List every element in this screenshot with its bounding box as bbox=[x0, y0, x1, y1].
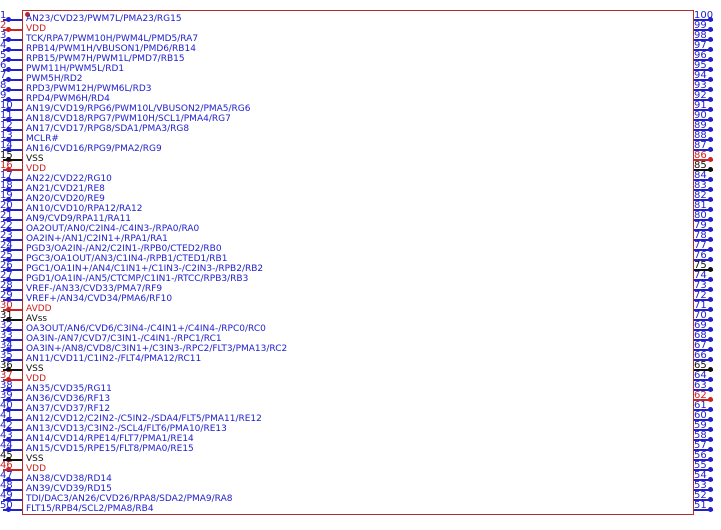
pin-number: 23 bbox=[0, 230, 13, 241]
pin-label: RPD4/PWM6H/RD4 bbox=[26, 94, 110, 104]
pin-number: 59 bbox=[694, 420, 707, 431]
pin-end-dot bbox=[708, 377, 713, 382]
pin-end-dot bbox=[6, 77, 11, 82]
pin-number: 30 bbox=[0, 300, 13, 311]
pin-number: 37 bbox=[0, 370, 13, 381]
pin-end-dot bbox=[6, 47, 11, 52]
pin-label: VREF+/AN34/CVD34/PMA6/RF10 bbox=[26, 294, 173, 304]
pin-label: PGD3/OA2IN-/AN2/C2IN1-/RPB0/CTED2/RB0 bbox=[26, 244, 222, 254]
pin-number: 1 bbox=[0, 10, 7, 21]
pin-end-dot bbox=[708, 477, 713, 482]
pin-end-dot bbox=[708, 287, 713, 292]
pin-number: 51 bbox=[694, 500, 707, 511]
pin-number: 91 bbox=[694, 100, 707, 111]
pin-number: 57 bbox=[694, 440, 707, 451]
pin-number: 45 bbox=[0, 450, 13, 461]
pin-end-dot bbox=[708, 197, 713, 202]
pin-end-dot bbox=[708, 37, 713, 42]
pin-end-dot bbox=[708, 137, 713, 142]
pin-label: VDD bbox=[26, 374, 47, 384]
pin-label: AN9/CVD9/RPA11/RA11 bbox=[26, 214, 132, 224]
pin-number: 31 bbox=[0, 310, 13, 321]
pin-number: 83 bbox=[694, 180, 707, 191]
pin-end-dot bbox=[708, 417, 713, 422]
pin-label: AN39/CVD39/RD15 bbox=[26, 484, 112, 494]
pin-end-dot bbox=[708, 507, 713, 512]
pin-end-dot bbox=[708, 267, 713, 272]
pin-label: RPB15/PWM7H/PWM1L/PMD7/RB15 bbox=[26, 54, 185, 64]
pin-end-dot bbox=[708, 277, 713, 282]
pin-label: AN12/CVD12/C2IN2-/C5IN2-/SDA4/FLT5/PMA11/RE12 bbox=[26, 414, 262, 424]
pin-number: 47 bbox=[0, 470, 13, 481]
pin-label: VSS bbox=[26, 454, 44, 464]
pin-number: 62 bbox=[694, 390, 707, 401]
pin-label: PGD1/OA1IN-/AN5/CTCMP/C1IN1-/RTCC/RPB3/RB3 bbox=[26, 274, 249, 284]
pin-number: 14 bbox=[0, 140, 13, 151]
pin-end-dot bbox=[708, 117, 713, 122]
pin-number: 54 bbox=[694, 470, 707, 481]
pin-end-dot bbox=[708, 87, 713, 92]
pin-end-dot bbox=[6, 37, 11, 42]
pin-number: 72 bbox=[694, 290, 707, 301]
pin-label: AN17/CVD17/RPG8/SDA1/PMA3/RG8 bbox=[26, 124, 190, 134]
pin-number: 94 bbox=[694, 70, 707, 81]
pin-end-dot bbox=[708, 217, 713, 222]
pin-label: VSS bbox=[26, 364, 44, 374]
pin-number: 88 bbox=[694, 130, 707, 141]
pin-end-dot bbox=[708, 437, 713, 442]
pin-number: 40 bbox=[0, 400, 13, 411]
pin-end-dot bbox=[708, 127, 713, 132]
pin-number: 65 bbox=[694, 360, 707, 371]
pin-number: 69 bbox=[694, 320, 707, 331]
pin-number: 87 bbox=[694, 140, 707, 151]
pin-number: 84 bbox=[694, 170, 707, 181]
pin-end-dot bbox=[708, 367, 713, 372]
pin-label: AN35/CVD35/RG11 bbox=[26, 384, 112, 394]
pin-number: 68 bbox=[694, 330, 707, 341]
pin-label: PGC1/OA1IN+/AN4/C1IN1+/C1IN3-/C2IN3-/RPB2/RB2 bbox=[26, 264, 264, 274]
pin-number: 9 bbox=[0, 90, 7, 101]
pin-label: RPB14/PWM1H/VBUSON1/PMD6/RB14 bbox=[26, 44, 196, 54]
pin-number: 48 bbox=[0, 480, 13, 491]
pin-end-dot bbox=[708, 427, 713, 432]
pin-end-dot bbox=[708, 297, 713, 302]
pin-end-dot bbox=[708, 47, 713, 52]
pin-label: AN18/CVD18/RPG7/PWM10H/SCL1/PMA4/RG7 bbox=[26, 114, 231, 124]
pin-number: 60 bbox=[694, 410, 707, 421]
pin-number: 3 bbox=[0, 30, 7, 41]
pin-number: 71 bbox=[694, 300, 707, 311]
pin-number: 39 bbox=[0, 390, 13, 401]
pin-label: PGC3/OA1OUT/AN3/C1IN4-/RPB1/CTED1/RB1 bbox=[26, 254, 228, 264]
pin-end-dot bbox=[708, 457, 713, 462]
pin-number: 41 bbox=[0, 410, 13, 421]
pin-label: PWM5H/RD2 bbox=[26, 74, 83, 84]
pin-number: 13 bbox=[0, 130, 13, 141]
pin-label: TCK/RPA7/PWM10H/PWM4L/PMD5/RA7 bbox=[26, 34, 199, 44]
pin-label: PWM11H/PWM5L/RD1 bbox=[26, 64, 125, 74]
pin-number: 61 bbox=[694, 400, 707, 411]
pin-number: 63 bbox=[694, 380, 707, 391]
pin-number: 89 bbox=[694, 120, 707, 131]
pin-end-dot bbox=[6, 87, 11, 92]
pin-number: 75 bbox=[694, 260, 707, 271]
pin-number: 7 bbox=[0, 70, 7, 81]
pin-number: 86 bbox=[694, 150, 707, 161]
pin-label: OA3IN+/AN8/CVD8/C3IN1+/C3IN3-/RPC2/FLT3/PMA13/RC2 bbox=[26, 344, 288, 354]
pin-label: OA2IN+/AN1/C2IN1+/RPA1/RA1 bbox=[26, 234, 168, 244]
pin-end-dot bbox=[708, 317, 713, 322]
pin-number: 36 bbox=[0, 360, 13, 371]
pin-number: 6 bbox=[0, 60, 7, 71]
pin-end-dot bbox=[708, 397, 713, 402]
pin-end-dot bbox=[708, 487, 713, 492]
pin-label: AN16/CVD16/RPG9/PMA2/RG9 bbox=[26, 144, 162, 154]
pin-end-dot bbox=[708, 407, 713, 412]
pin-number: 19 bbox=[0, 190, 13, 201]
pin-end-dot bbox=[6, 17, 11, 22]
pin-label: RPD3/PWM12H/PWM6L/RD3 bbox=[26, 84, 152, 94]
pin-label: AN11/CVD11/C1IN2-/FLT4/PMA12/RC11 bbox=[26, 354, 202, 364]
pin-end-dot bbox=[708, 27, 713, 32]
pin-number: 100 bbox=[694, 10, 714, 21]
pin-number: 81 bbox=[694, 200, 707, 211]
pin-number: 11 bbox=[0, 110, 13, 121]
pin-number: 20 bbox=[0, 200, 13, 211]
pin-number: 8 bbox=[0, 80, 7, 91]
pin-number: 29 bbox=[0, 290, 13, 301]
pin-number: 66 bbox=[694, 350, 707, 361]
pin-number: 70 bbox=[694, 310, 707, 321]
pin-end-dot bbox=[708, 77, 713, 82]
pin-end-dot bbox=[6, 57, 11, 62]
pin-number: 34 bbox=[0, 340, 13, 351]
pin-end-dot bbox=[708, 67, 713, 72]
pin-number: 98 bbox=[694, 30, 707, 41]
pin-end-dot bbox=[708, 387, 713, 392]
pin-label: AN13/CVD13/C3IN2-/SCL4/FLT6/PMA10/RE13 bbox=[26, 424, 227, 434]
pin-number: 76 bbox=[694, 250, 707, 261]
pin-label: AN15/CVD15/RPE15/FLT8/PMA0/RE15 bbox=[26, 444, 194, 454]
pin-end-dot bbox=[708, 357, 713, 362]
pin-end-dot bbox=[708, 57, 713, 62]
pin-number: 5 bbox=[0, 50, 7, 61]
pin-end-dot bbox=[708, 227, 713, 232]
pin-number: 24 bbox=[0, 240, 13, 251]
pin-number: 27 bbox=[0, 270, 13, 281]
pin-end-dot bbox=[708, 107, 713, 112]
pin-end-dot bbox=[708, 327, 713, 332]
pin-number: 90 bbox=[694, 110, 707, 121]
pin-number: 58 bbox=[694, 430, 707, 441]
pin-label: AN20/CVD20/RE9 bbox=[26, 194, 105, 204]
pin-number: 77 bbox=[694, 240, 707, 251]
pin-number: 53 bbox=[694, 480, 707, 491]
pin-number: 73 bbox=[694, 280, 707, 291]
pin-end-dot bbox=[708, 497, 713, 502]
pin-label: OA3IN-/AN7/CVD7/C3IN1-/C4IN1-/RPC1/RC1 bbox=[26, 334, 222, 344]
pin-label: AN21/CVD21/RE8 bbox=[26, 184, 105, 194]
pin-number: 82 bbox=[694, 190, 707, 201]
pin-end-dot bbox=[708, 257, 713, 262]
pin-number: 80 bbox=[694, 210, 707, 221]
pin-number: 28 bbox=[0, 280, 13, 291]
pin-number: 99 bbox=[694, 20, 707, 31]
pin-end-dot bbox=[708, 237, 713, 242]
pin-number: 4 bbox=[0, 40, 7, 51]
pin-end-dot bbox=[708, 307, 713, 312]
pin-number: 95 bbox=[694, 60, 707, 71]
pin-number: 38 bbox=[0, 380, 13, 391]
pin-end-dot bbox=[708, 177, 713, 182]
pin-label: VSS bbox=[26, 154, 44, 164]
pin-number: 2 bbox=[0, 20, 7, 31]
pin-label: AVDD bbox=[26, 304, 52, 314]
pin-number: 18 bbox=[0, 180, 13, 191]
pin-label: TDI/DAC3/AN26/CVD26/RPA8/SDA2/PMA9/RA8 bbox=[26, 494, 233, 504]
pin-number: 93 bbox=[694, 80, 707, 91]
pin-number: 21 bbox=[0, 210, 13, 221]
pin-number: 46 bbox=[0, 460, 13, 471]
pin-end-dot bbox=[708, 347, 713, 352]
pin-number: 50 bbox=[0, 500, 13, 511]
pin-number: 32 bbox=[0, 320, 13, 331]
pin-label: OA3OUT/AN6/CVD6/C3IN4-/C4IN1+/C4IN4-/RPC0/RC0 bbox=[26, 324, 266, 334]
pin-number: 64 bbox=[694, 370, 707, 381]
pin-number: 35 bbox=[0, 350, 13, 361]
pin-number: 52 bbox=[694, 490, 707, 501]
pin-end-dot bbox=[708, 157, 713, 162]
pin-number: 74 bbox=[694, 270, 707, 281]
pin-number: 56 bbox=[694, 450, 707, 461]
pin-label: AVss bbox=[26, 314, 48, 324]
pin-number: 49 bbox=[0, 490, 13, 501]
pin-number: 17 bbox=[0, 170, 13, 181]
pin-number: 79 bbox=[694, 220, 707, 231]
pin-number: 12 bbox=[0, 120, 13, 131]
pin-label: AN19/CVD19/RPG6/PWM10L/VBUSON2/PMA5/RG6 bbox=[26, 104, 251, 114]
pin-end-dot bbox=[708, 147, 713, 152]
pin-end-dot bbox=[708, 447, 713, 452]
pin-end-dot bbox=[708, 97, 713, 102]
pin-label: VREF-/AN33/CVD33/PMA7/RF9 bbox=[26, 284, 163, 294]
pin-number: 26 bbox=[0, 260, 13, 271]
pin-label: AN23/CVD23/PWM7L/PMA23/RG15 bbox=[26, 14, 182, 24]
pin-label: VDD bbox=[26, 164, 47, 174]
pin-label: MCLR# bbox=[26, 134, 59, 144]
pin-number: 85 bbox=[694, 160, 707, 171]
pin-number: 22 bbox=[0, 220, 13, 231]
pin-number: 15 bbox=[0, 150, 13, 161]
pin-end-dot bbox=[708, 187, 713, 192]
pin-label: AN38/CVD38/RD14 bbox=[26, 474, 112, 484]
pin-label: AN37/CVD37/RF12 bbox=[26, 404, 111, 414]
pin-label: OA2OUT/AN0/C2IN4-/C4IN3-/RPA0/RA0 bbox=[26, 224, 200, 234]
pin-label: AN14/CVD14/RPE14/FLT7/PMA1/RE14 bbox=[26, 434, 194, 444]
pin-label: VDD bbox=[26, 464, 47, 474]
pin-end-dot bbox=[708, 207, 713, 212]
pin-label: FLT15/RPB4/SCL2/PMA8/RB4 bbox=[26, 504, 154, 514]
pin-number: 92 bbox=[694, 90, 707, 101]
pin-label: AN36/CVD36/RF13 bbox=[26, 394, 111, 404]
pin-number: 97 bbox=[694, 40, 707, 51]
pin-end-dot bbox=[708, 467, 713, 472]
pin-number: 10 bbox=[0, 100, 13, 111]
pin-number: 96 bbox=[694, 50, 707, 61]
pin-number: 44 bbox=[0, 440, 13, 451]
pin-number: 78 bbox=[694, 230, 707, 241]
pin-label: AN10/CVD10/RPA12/RA12 bbox=[26, 204, 143, 214]
pin-end-dot bbox=[6, 27, 11, 32]
pin-label: VDD bbox=[26, 24, 47, 34]
pin-number: 16 bbox=[0, 160, 13, 171]
pin-number: 42 bbox=[0, 420, 13, 431]
pin-end-dot bbox=[708, 247, 713, 252]
pin-number: 33 bbox=[0, 330, 13, 341]
pin-end-dot bbox=[708, 337, 713, 342]
pin-end-dot bbox=[708, 167, 713, 172]
pin-number: 25 bbox=[0, 250, 13, 261]
pin-number: 43 bbox=[0, 430, 13, 441]
pin-number: 67 bbox=[694, 340, 707, 351]
pin-end-dot bbox=[6, 67, 11, 72]
pin-number: 55 bbox=[694, 460, 707, 471]
pin-label: AN22/CVD22/RG10 bbox=[26, 174, 112, 184]
